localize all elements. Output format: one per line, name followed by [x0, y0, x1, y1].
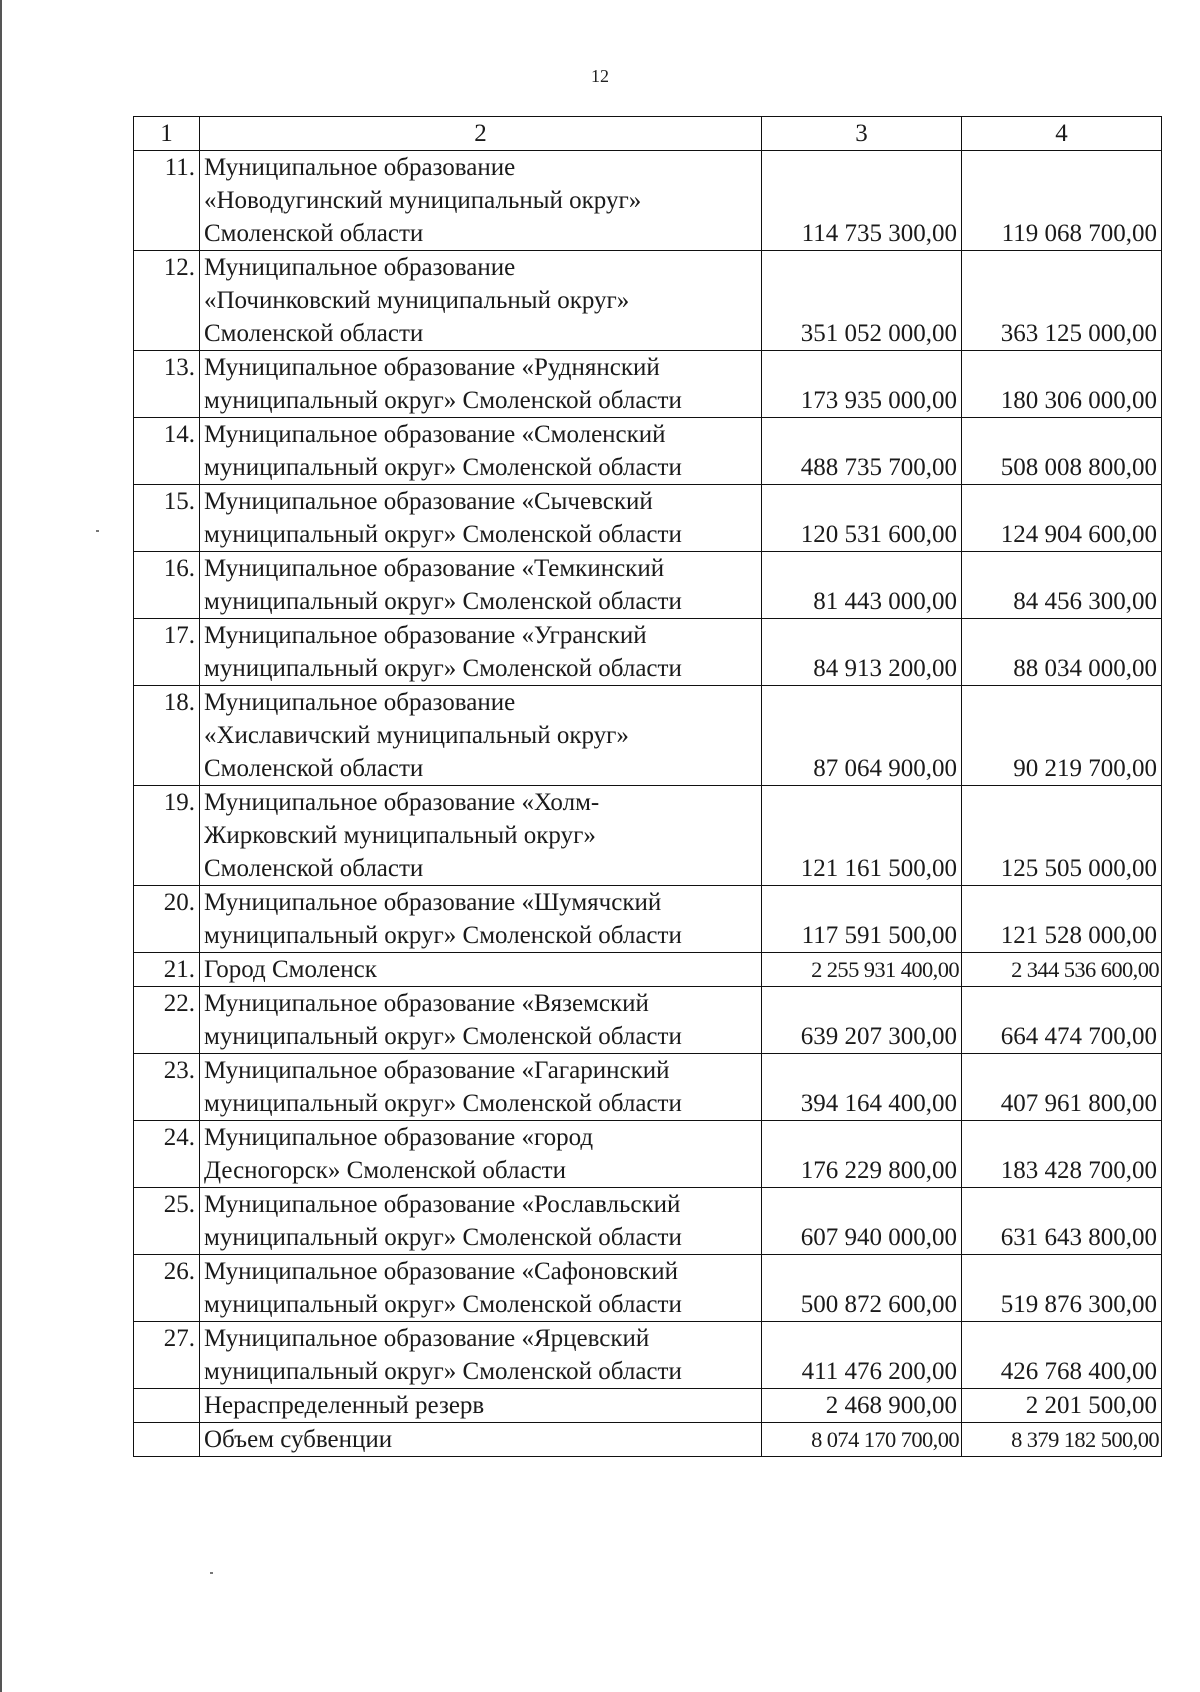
name-line: Муниципальное образование «Рославльский	[204, 1191, 681, 1218]
name-line: муниципальный округ» Смоленской области	[204, 588, 682, 615]
row-number: 17.	[134, 619, 200, 686]
table-row	[134, 251, 1162, 351]
name-line: Муниципальное образование «Угранский	[204, 622, 647, 649]
municipality-name	[200, 786, 762, 886]
table-row	[134, 953, 1162, 987]
table-row	[134, 1188, 1162, 1255]
name-line: Смоленской области	[204, 220, 424, 247]
row-number: 16.	[134, 552, 200, 619]
row-number: 12.	[134, 251, 200, 351]
row-number: 15.	[134, 485, 200, 552]
table-row	[134, 619, 1162, 686]
row-number: 25.	[134, 1188, 200, 1255]
municipality-name	[200, 351, 762, 418]
table-row	[134, 1423, 1162, 1457]
amount-col-4: 119 068 700,00	[962, 151, 1162, 251]
row-number: 13.	[134, 351, 200, 418]
municipality-name	[200, 953, 762, 987]
page-number: 12	[591, 66, 609, 86]
header-col-4: 4	[962, 117, 1162, 151]
table-row	[134, 485, 1162, 552]
subvention-table	[133, 116, 1162, 1457]
table-row	[134, 418, 1162, 485]
name-line: Муниципальное образование «Руднянский	[204, 354, 660, 381]
municipality-name	[200, 987, 762, 1054]
municipality-name	[200, 1054, 762, 1121]
row-number: 14.	[134, 418, 200, 485]
table-row	[134, 1322, 1162, 1389]
name-line: муниципальный округ» Смоленской области	[204, 1224, 682, 1251]
table-row	[134, 552, 1162, 619]
name-line: Муниципальное образование «Сычевский	[204, 488, 653, 515]
row-number: 26.	[134, 1255, 200, 1322]
amount-col-3: 120 531 600,00	[762, 485, 962, 552]
amount-col-4: 426 768 400,00	[962, 1322, 1162, 1389]
name-line: муниципальный округ» Смоленской области	[204, 1291, 682, 1318]
amount-col-3: 488 735 700,00	[762, 418, 962, 485]
municipality-name	[200, 1322, 762, 1389]
amount-col-3: 351 052 000,00	[762, 251, 962, 351]
amount-col-4: 121 528 000,00	[962, 886, 1162, 953]
name-line: муниципальный округ» Смоленской области	[204, 1358, 682, 1385]
row-number: 18.	[134, 686, 200, 786]
name-line: Объем субвенции	[204, 1426, 393, 1453]
municipality-name	[200, 485, 762, 552]
municipality-name	[200, 1389, 762, 1423]
table-row	[134, 351, 1162, 418]
amount-col-4: 183 428 700,00	[962, 1121, 1162, 1188]
table-row	[134, 686, 1162, 786]
amount-col-3: 2 255 931 400,00	[762, 953, 962, 987]
row-number: 11.	[134, 151, 200, 251]
name-line: Муниципальное образование «Смоленский	[204, 421, 666, 448]
amount-col-4: 407 961 800,00	[962, 1054, 1162, 1121]
municipality-name	[200, 552, 762, 619]
row-number: 21.	[134, 953, 200, 987]
amount-col-4: 180 306 000,00	[962, 351, 1162, 418]
amount-col-3: 639 207 300,00	[762, 987, 962, 1054]
name-line: Муниципальное образование «Вяземский	[204, 990, 649, 1017]
municipality-name	[200, 1121, 762, 1188]
table-row	[134, 886, 1162, 953]
municipality-name	[200, 1188, 762, 1255]
row-number	[134, 1423, 200, 1457]
name-line: Муниципальное образование «город	[204, 1124, 594, 1151]
name-line: Муниципальное образование «Ярцевский	[204, 1325, 650, 1352]
name-line: Муниципальное образование «Гагаринский	[204, 1057, 670, 1084]
amount-col-3: 176 229 800,00	[762, 1121, 962, 1188]
amount-col-3: 173 935 000,00	[762, 351, 962, 418]
name-line: Муниципальное образование	[204, 689, 516, 716]
amount-col-4: 88 034 000,00	[962, 619, 1162, 686]
amount-col-3: 2 468 900,00	[762, 1389, 962, 1423]
name-line: «Хиславичский муниципальный округ»	[204, 722, 629, 749]
name-line: муниципальный округ» Смоленской области	[204, 1023, 682, 1050]
name-line: муниципальный округ» Смоленской области	[204, 454, 682, 481]
table-row	[134, 1389, 1162, 1423]
table-row	[134, 151, 1162, 251]
name-line: Смоленской области	[204, 320, 424, 347]
name-line: «Новодугинский муниципальный округ»	[204, 187, 642, 214]
municipality-name	[200, 251, 762, 351]
amount-col-4: 2 201 500,00	[962, 1389, 1162, 1423]
municipality-name	[200, 1423, 762, 1457]
amount-col-3: 117 591 500,00	[762, 886, 962, 953]
row-number: 20.	[134, 886, 200, 953]
row-number: 19.	[134, 786, 200, 886]
amount-col-4: 90 219 700,00	[962, 686, 1162, 786]
municipality-name	[200, 418, 762, 485]
row-number: 23.	[134, 1054, 200, 1121]
amount-col-3: 81 443 000,00	[762, 552, 962, 619]
municipality-name	[200, 619, 762, 686]
name-line: «Починковский муниципальный округ»	[204, 287, 630, 314]
amount-col-3: 121 161 500,00	[762, 786, 962, 886]
amount-col-4: 631 643 800,00	[962, 1188, 1162, 1255]
amount-col-3: 394 164 400,00	[762, 1054, 962, 1121]
name-line: муниципальный округ» Смоленской области	[204, 922, 682, 949]
name-line: Муниципальное образование «Холм-	[204, 789, 600, 816]
table-row	[134, 987, 1162, 1054]
municipality-name	[200, 886, 762, 953]
amount-col-4: 519 876 300,00	[962, 1255, 1162, 1322]
name-line: Муниципальное образование «Темкинский	[204, 555, 665, 582]
name-line: муниципальный округ» Смоленской области	[204, 521, 682, 548]
name-line: муниципальный округ» Смоленской области	[204, 387, 682, 414]
amount-col-4: 125 505 000,00	[962, 786, 1162, 886]
municipality-name	[200, 1255, 762, 1322]
amount-col-3: 114 735 300,00	[762, 151, 962, 251]
table-row	[134, 786, 1162, 886]
name-line: Муниципальное образование «Сафоновский	[204, 1258, 678, 1285]
table-row	[134, 1054, 1162, 1121]
amount-col-4: 664 474 700,00	[962, 987, 1162, 1054]
amount-col-4: 2 344 536 600,00	[962, 953, 1162, 987]
name-line: Смоленской области	[204, 855, 424, 882]
name-line: Город Смоленск	[204, 956, 377, 983]
row-number: 27.	[134, 1322, 200, 1389]
name-line: муниципальный округ» Смоленской области	[204, 655, 682, 682]
table-row	[134, 1255, 1162, 1322]
name-line: Нераспределенный резерв	[204, 1392, 485, 1419]
row-number: 22.	[134, 987, 200, 1054]
amount-col-4: 124 904 600,00	[962, 485, 1162, 552]
header-col-3: 3	[762, 117, 962, 151]
name-line: Смоленской области	[204, 755, 424, 782]
table-row	[134, 1121, 1162, 1188]
amount-col-4: 84 456 300,00	[962, 552, 1162, 619]
amount-col-4: 8 379 182 500,00	[962, 1423, 1162, 1457]
name-line: муниципальный округ» Смоленской области	[204, 1090, 682, 1117]
amount-col-3: 607 940 000,00	[762, 1188, 962, 1255]
scan-speck	[96, 530, 99, 532]
table-body	[134, 117, 1162, 1457]
header-col-2: 2	[200, 117, 762, 151]
amount-col-3: 500 872 600,00	[762, 1255, 962, 1322]
amount-col-3: 87 064 900,00	[762, 686, 962, 786]
amount-col-3: 411 476 200,00	[762, 1322, 962, 1389]
name-line: Муниципальное образование	[204, 154, 516, 181]
amount-col-3: 8 074 170 700,00	[762, 1423, 962, 1457]
row-number	[134, 1389, 200, 1423]
row-number: 24.	[134, 1121, 200, 1188]
name-line: Муниципальное образование «Шумячский	[204, 889, 662, 916]
municipality-name	[200, 151, 762, 251]
name-line: Муниципальное образование	[204, 254, 516, 281]
amount-col-4: 363 125 000,00	[962, 251, 1162, 351]
name-line: Жирковский муниципальный округ»	[204, 822, 596, 849]
municipality-name	[200, 686, 762, 786]
scan-edge-line	[0, 0, 2, 1692]
scan-speck	[210, 1572, 213, 1574]
header-col-1: 1	[134, 117, 200, 151]
table-header-row	[134, 117, 1162, 151]
amount-col-3: 84 913 200,00	[762, 619, 962, 686]
name-line: Десногорск» Смоленской области	[204, 1157, 566, 1184]
amount-col-4: 508 008 800,00	[962, 418, 1162, 485]
